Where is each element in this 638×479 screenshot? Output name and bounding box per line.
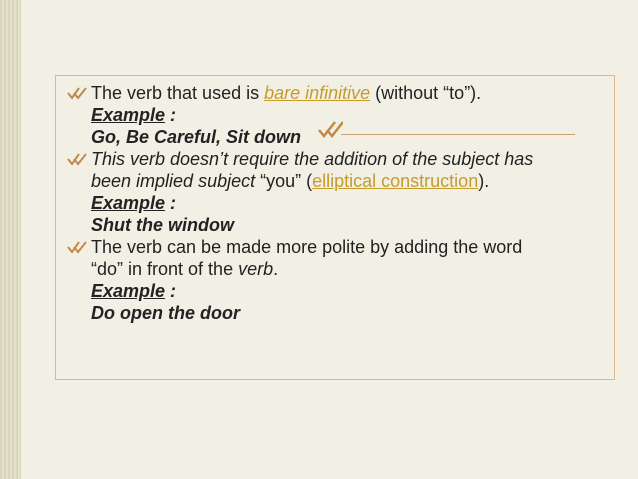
bullet-line: The verb can be made more polite by adding the word xyxy=(91,237,523,257)
bullet-text: “you” ( xyxy=(260,171,313,191)
example-text: Go, Be Careful, Sit down xyxy=(91,127,302,147)
double-check-icon xyxy=(67,239,87,255)
example-text: Shut the window xyxy=(91,215,234,235)
bare-infinitive-link[interactable]: bare infinitive xyxy=(264,83,371,103)
example-word: Example xyxy=(91,281,166,301)
bullet-text: “do” in front of the xyxy=(91,259,239,279)
example-label xyxy=(91,280,607,302)
double-check-icon xyxy=(67,85,87,101)
bullet-text: . xyxy=(273,259,279,279)
example-colon: : xyxy=(165,105,177,125)
bullet-text: (without “to”). xyxy=(370,83,482,103)
example-text: Do open the door xyxy=(91,303,240,323)
bullet-item-bare-infinitive xyxy=(67,82,607,148)
example-word: Example xyxy=(91,193,166,213)
example-colon: : xyxy=(165,281,177,301)
bullet-line xyxy=(91,82,607,104)
bullet-text-italic: verb xyxy=(238,259,274,279)
bullet-text-italic: been implied subject xyxy=(91,171,261,191)
slide xyxy=(21,0,638,479)
bullet-item-polite xyxy=(67,236,607,324)
example-label xyxy=(91,104,607,126)
bullet-line: This verb doesn’t require the addition of the subject has xyxy=(91,149,534,169)
decorative-side-stripe xyxy=(0,0,21,479)
bullet-text: ). xyxy=(478,171,490,191)
bullet-text: The verb that used is xyxy=(91,83,265,103)
example-label xyxy=(91,192,607,214)
bullet-list xyxy=(67,82,607,324)
elliptical-construction-link[interactable]: elliptical construction xyxy=(312,171,479,191)
bullet-line xyxy=(91,170,607,192)
bullet-item-subject xyxy=(67,148,607,236)
double-check-icon xyxy=(67,151,87,167)
bullet-line xyxy=(91,258,607,280)
example-word: Example xyxy=(91,105,166,125)
example-colon: : xyxy=(165,193,177,213)
